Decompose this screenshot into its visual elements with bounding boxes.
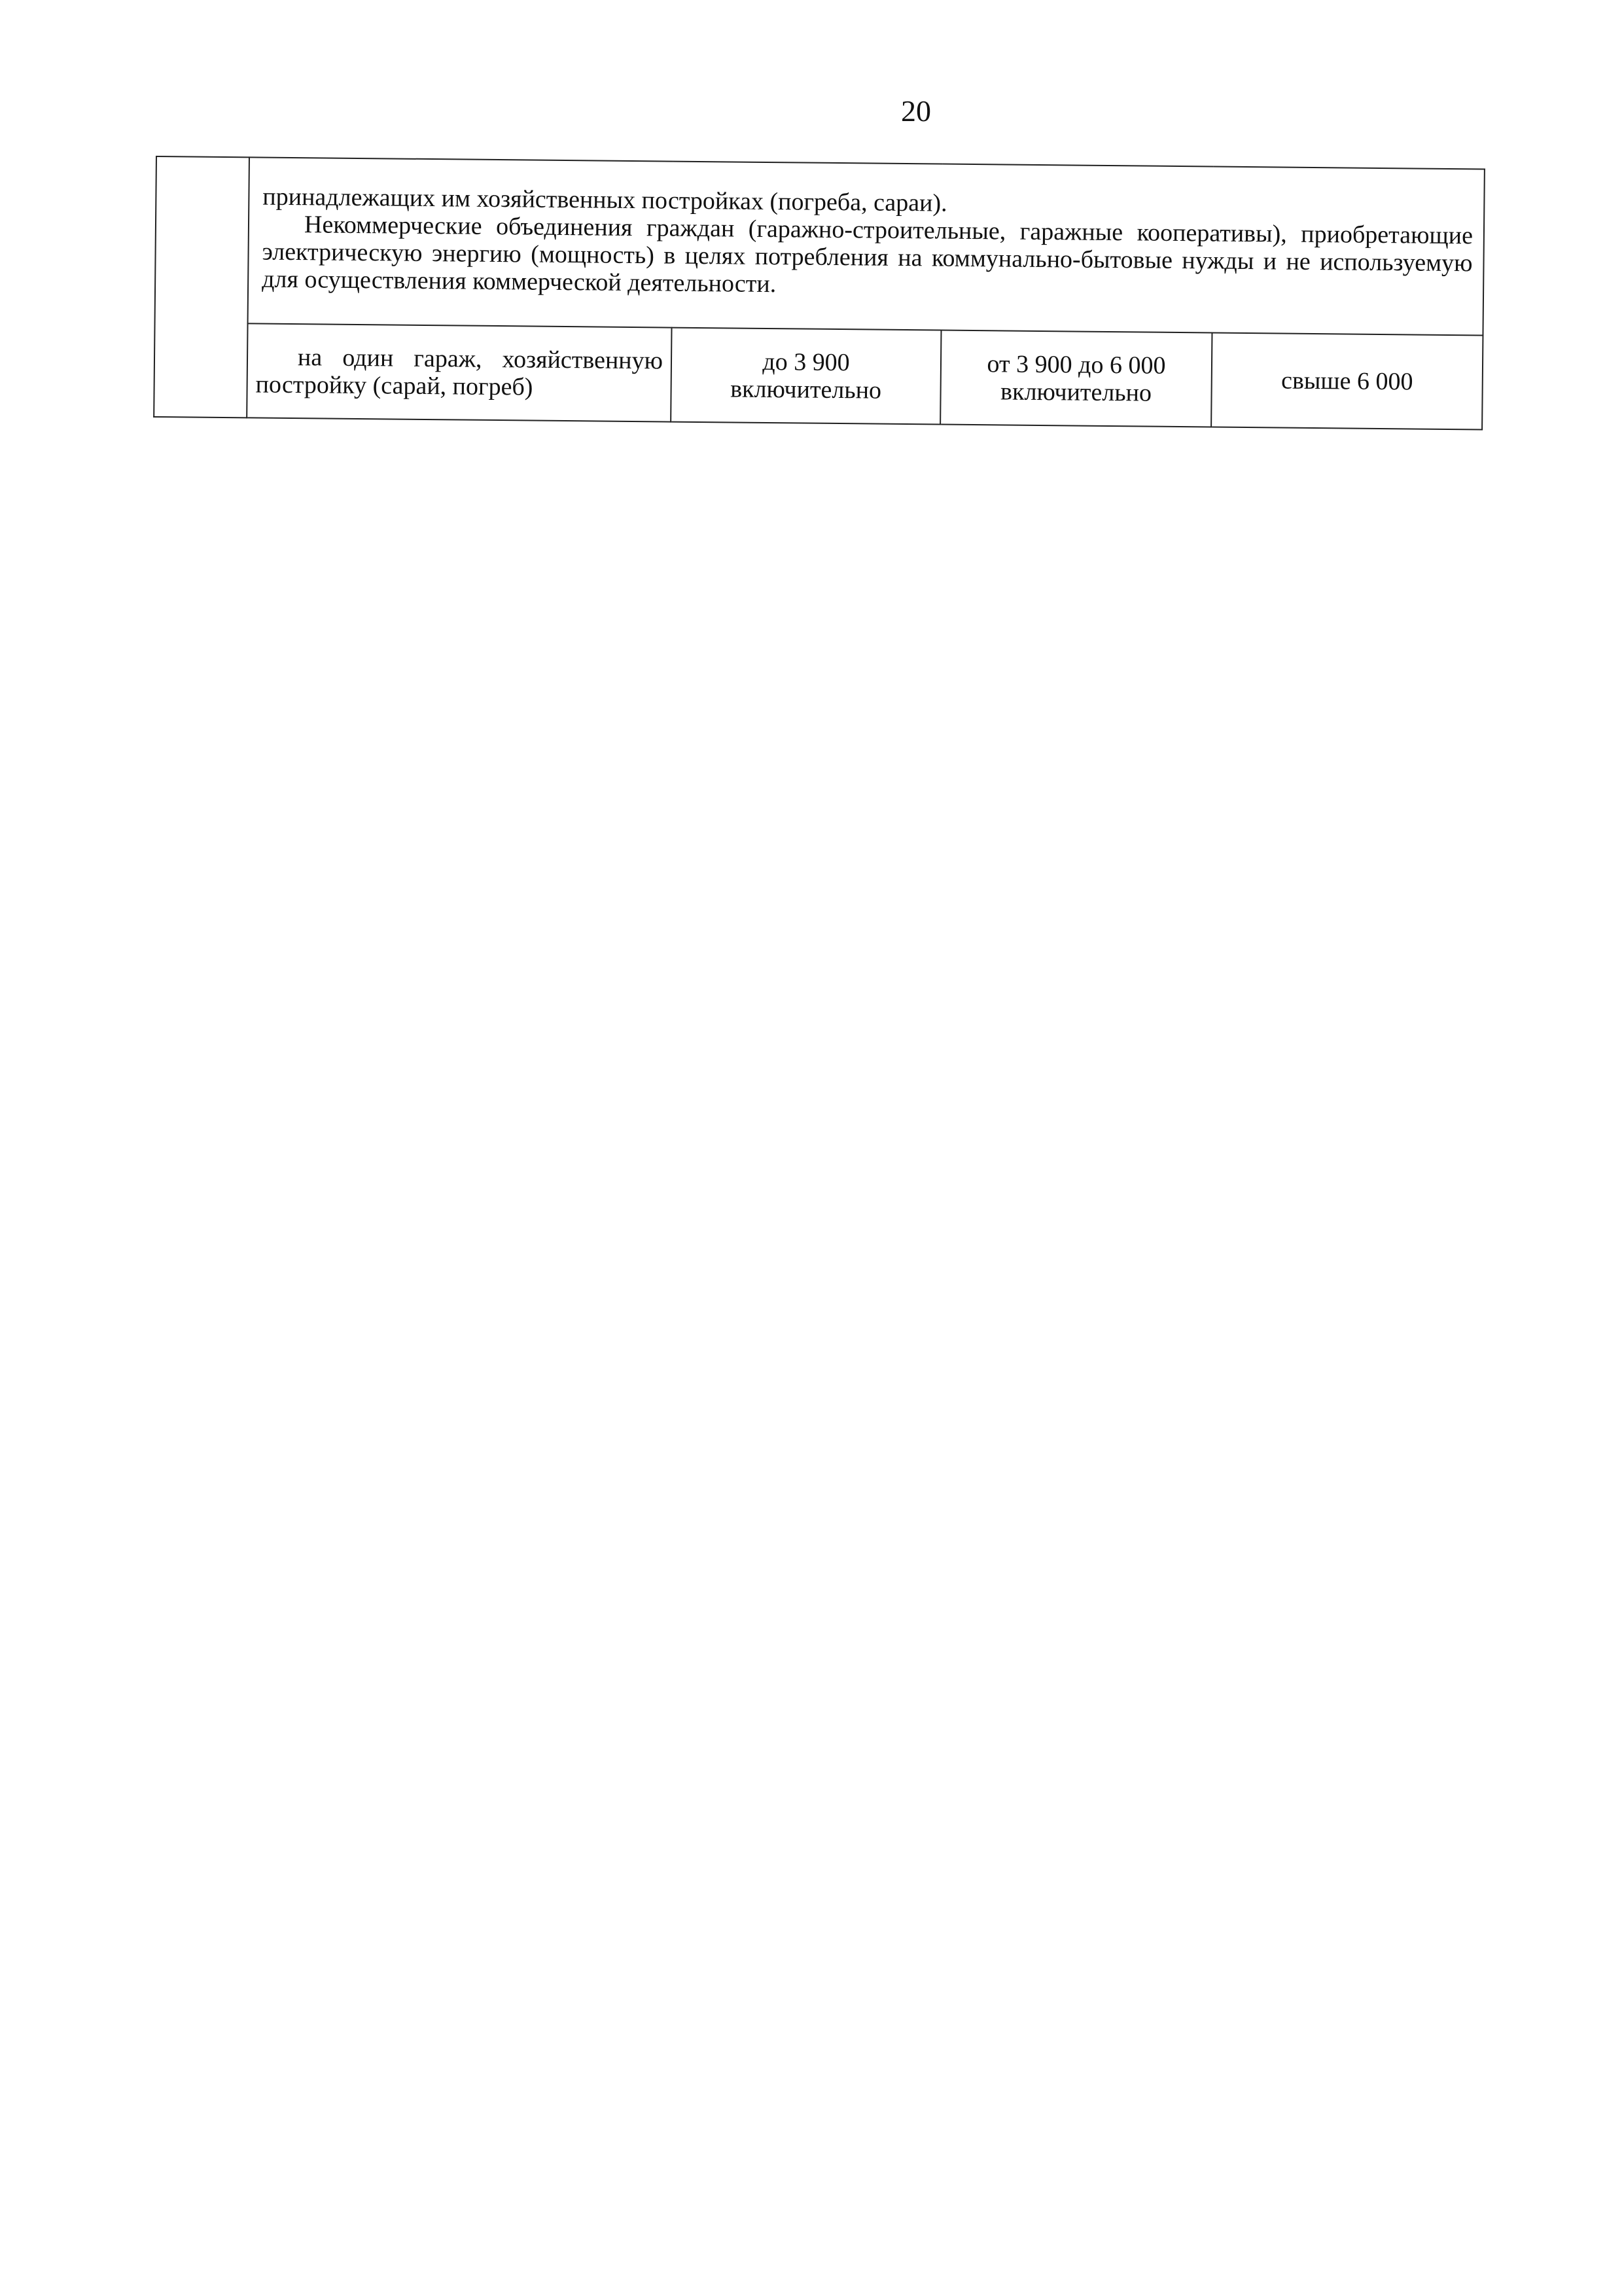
range-1-value: до 3 900 xyxy=(762,347,850,377)
range-2-qualifier: включительно xyxy=(1000,378,1152,407)
description-line-1: принадлежащих им хозяйственных постройках (погреба, сараи). xyxy=(262,183,947,217)
row-number-cell xyxy=(154,156,249,418)
range-3-cell xyxy=(1211,332,1483,429)
unit-label-cell: на один гараж, хозяйственную постройку (сарай, погреб) xyxy=(247,323,671,422)
category-description-cell xyxy=(248,157,1485,335)
page-number: 20 xyxy=(901,94,931,128)
range-1-qualifier: включительно xyxy=(730,375,882,404)
table-grid xyxy=(153,156,1485,430)
description-line-2: Некоммерческие объединения граждан (гаражно-строительные, гаражные кооперативы), приобретающие электрическую энергию (мощность) в целях потребления на коммунально-бытовые нужды и не используемую для осуществления коммерческой деятельности. xyxy=(261,211,1474,298)
consumption-table xyxy=(153,156,1484,430)
range-3-value: свыше 6 000 xyxy=(1280,366,1413,396)
range-1-cell xyxy=(671,327,941,424)
range-2-cell xyxy=(940,330,1212,427)
table-row-description xyxy=(155,156,1485,335)
table-row-values xyxy=(154,323,1483,430)
range-2-value: от 3 900 до 6 000 xyxy=(987,350,1166,380)
